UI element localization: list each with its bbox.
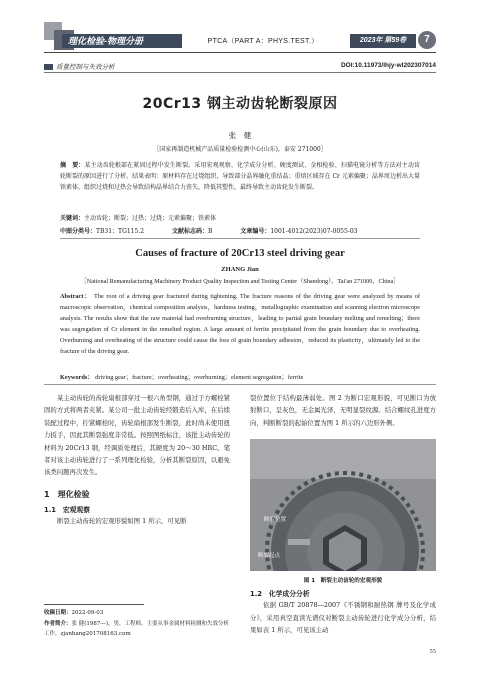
gear-tooth	[326, 473, 331, 478]
gear-tooth	[420, 541, 424, 545]
column-marker-icon	[44, 64, 53, 70]
gear-tooth	[266, 565, 271, 570]
header-rule	[44, 52, 436, 53]
keywords-cn: 关键词：主动齿轮；断裂；过热；过烧；元素偏聚；铁素体	[60, 215, 217, 222]
issue-number: 7	[418, 31, 436, 49]
subsection-heading-1-1: 1.1 宏观观察	[44, 505, 91, 514]
subsection-heading-1-2: 1.2 化学成分分析	[250, 590, 310, 599]
macro-paragraph: 断裂主动齿轮的宏观形貌如图 1 所示，可见断	[57, 516, 187, 525]
label-fracture-position: 断裂位置	[264, 517, 287, 524]
journal-name-en: PTCA（PART A：PHYS.TEST.）	[207, 38, 319, 45]
abstract-cn-rule	[60, 238, 420, 239]
gear-tooth	[265, 541, 269, 545]
page-number: 55	[429, 648, 436, 655]
title-cn: 20Cr13 钢主动齿轮断裂原因	[142, 96, 338, 112]
macro-paragraph-cont: 裂位置位于结构最薄弱处。图 2 为断口宏观形貌，可见断口为放射断口，呈灰色，无金属光泽，无明显裂纹源。结合螺纹孔进度方向，判断断裂的起始位置为图 1 所示的六边形外侧。	[250, 394, 436, 427]
gear-tooth	[419, 565, 424, 570]
author-cn: 张 健	[228, 131, 252, 140]
issue-label: 2023年 第59卷	[350, 34, 416, 48]
journal-header	[0, 22, 480, 52]
keywords-en: Keywords： driving gear；fracture；overheating；overburning；element segregation；ferrite	[60, 374, 304, 381]
label-fracture-origin: 断裂起点	[258, 553, 281, 560]
affiliation-en: ［National Remanufacturing Machinery Product Quality Inspection and Testing Center（Shandong），Tai'an 271000，China］	[80, 278, 400, 285]
affiliation-cn: ［国家再制造机械产品质量检验检测中心(山东)，泰安 271000］	[153, 146, 327, 153]
body-left-column	[44, 392, 230, 527]
gear-tooth	[266, 533, 271, 538]
gear-tooth	[420, 557, 424, 561]
classification-cn: 中图分类号：TB31；TG115.2 文献标志码：B 文章编号：1001-4012(2023)07-0055-03	[60, 228, 358, 235]
abstract-cn: 摘 要：某主动齿轮根部在紧固过程中发生断裂。采用宏观观察、化学成分分析、硬度测试、金相检验、扫描电镜分析等方法对主动齿轮断裂的原因进行了分析。结果表明：原材料存在过烧组织，导致部分晶界融化重结晶；重熔区域存在 Cr 元素偏聚；晶界周边析出大量铁素体，组织过烧和过热会导致结构晶界结合力丧失，降低其塑性，最终导致主动齿轮发生断裂。	[60, 162, 420, 191]
figure-1-caption: 图 1 断裂主动齿轮的宏观形貌	[303, 578, 383, 585]
body-right-column	[250, 392, 436, 636]
abstract-en: Abstract： The root of a driving gear fractured during tightening. The fracture reasons of the driving gear were analyzed by means of macroscopic observation，chemical composition analysis，hardness testing，metallographic examination and scanning electron microscope analysis. The results show that the raw material had overburning structure，leading to partial grain boundary melting and remelting；there was segregation of Cr element in the remelted region. A large amount of ferrite precipitated from the grain boundary due to overheating. Overburning and overheating of the structure could cause the loss of grain boundary adhesion，reduced its plasticity，ultimately led to the fracture of the driving gear.	[60, 293, 420, 355]
subheader-rule	[44, 72, 436, 73]
column-title: 质量控制与失效分析	[44, 62, 115, 71]
gear-tooth	[351, 471, 355, 475]
intro-paragraph: 某主动齿轮的齿轮扇根部穿过一根六角型钢，通过于方螺栓紧固的方式将两者夹紧。某公司一批主动齿轮经锻造后入库，在后续装配过程中，拧紧螺栓时，齿轮扇根部发生断裂，此时尚未使用扭力扳手，因此其断裂强度非常低。按照图纸标注，该批主动齿轮的材料为 20Cr13 钢，经调质处理后，其硬度为 20～30 HRC。笔者对该主动齿轮进行了一系列理化检验，分析其断裂原因，以避免该类问题再次发生。	[44, 394, 230, 477]
gear-tooth	[419, 533, 424, 538]
section-heading-1: 1 理化检验	[44, 489, 90, 499]
abstract-en-rule	[44, 384, 436, 385]
figure-1-gear-photo	[250, 439, 436, 571]
title-en: Causes of fracture of 20Cr13 steel driving gear	[135, 248, 345, 259]
doi: DOI:10.11973/lhjy-wl202307014	[340, 62, 436, 69]
gear-tooth	[359, 473, 364, 478]
journal-name-cn: 理化检验-物理分册	[62, 34, 182, 48]
chem-paragraph: 依据 GB/T 20878—2007《不锈钢和耐热钢 牌号及化学成分》，采用真空直读光谱仪对断裂主动齿轮进行化学成分分析，结果如表 1 所示，可见该主动	[250, 601, 436, 635]
author-en: ZHANG Jian	[221, 266, 259, 273]
gear-tooth	[335, 471, 339, 475]
gear-tooth	[343, 471, 347, 475]
gear-tooth	[421, 549, 425, 553]
footnote: 收稿日期：2022-09-03 作者简介：张 健(1987—)，男，工程师，主要从事金属材料检测和失效分析工作，zjanhang201708163.com	[44, 610, 230, 637]
footnote-rule	[44, 604, 144, 605]
